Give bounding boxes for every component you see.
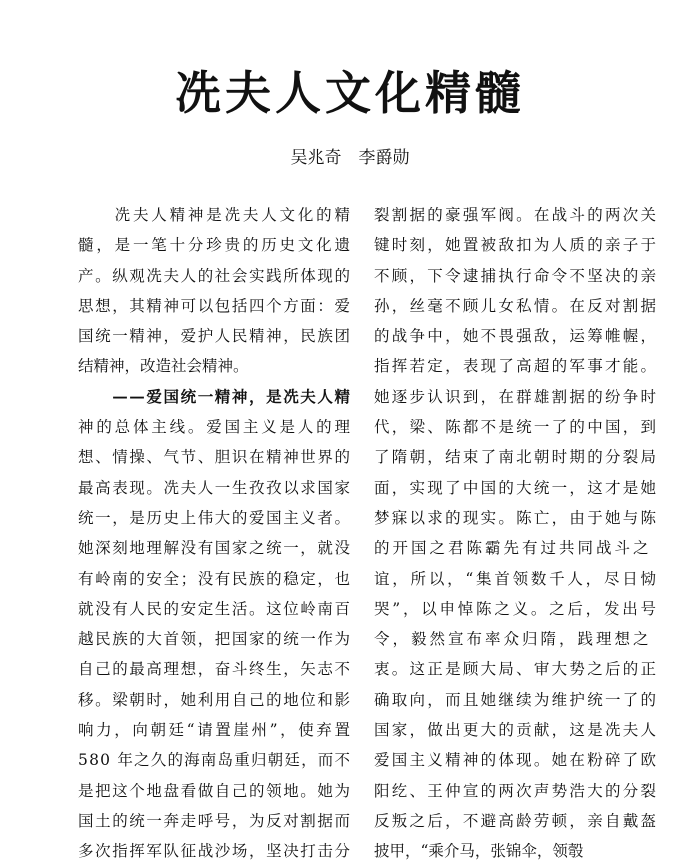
text-line: 的开国之君陈霸先有过共同战斗之 [374,539,652,558]
text-line: 越民族的大首领，把国家的统一作为 [78,630,352,649]
text-line: 孙，丝毫不顾儿女私情。在反对割据 [374,296,659,315]
text-line: 键时刻，她置被敌扣为人质的亲子于 [374,236,659,255]
text-line: 自己的最高理想，奋斗终生，矢志不 [78,660,352,679]
text-line: 的战争中，她不畏强敌，运筹帷幄， [374,327,659,346]
text-line: 裂割据的豪强军阀。在战斗的两次关 [374,206,659,224]
text-line: 多次指挥军队征战沙场，坚决打击分 [78,842,352,861]
text-line: 神的总体主线。爱国主义是人的理 [78,418,353,437]
text-line: ——爱国统一精神，是冼夫人精 [78,386,352,406]
text-line: 代，梁、陈都不是统一了的中国，到 [374,418,659,437]
left-column [78,200,353,867]
text-line: 了隋朝，结束了南北朝时期的分裂局 [374,448,659,467]
text-line: 谊，所以，“集首领数千人，尽日恸 [374,569,659,588]
text-line: 最高表现。冼夫人一生孜孜以求国家 [78,478,352,497]
text-line: 就没有人民的安定生活。这位岭南百 [78,599,352,618]
text-line: 确取向，而且她继续为维护统一了的 [374,690,659,709]
text-line: 是把这个地盘看做自己的领地。她为 [78,781,352,800]
text-line: 产。纵观冼夫人的社会实践所体现的 [78,266,352,285]
text-line: 有岭南的安全；没有民族的稳定，也 [78,569,352,588]
text-line: 响力，向朝廷“请置崖州”，使弃置 [78,721,353,740]
text-line: 想、情操、气节、胆识在精神世界的 [78,448,352,467]
text-line: 不顾，下令逮捕执行命令不坚决的亲 [374,266,659,285]
text-line: 面，实现了中国的大统一，这才是她 [374,478,659,497]
text-line: 反叛之后，不避高龄劳顿，亲自戴盔 [374,811,659,830]
text-line: 国统一精神，爱护人民精神，民族团 [78,327,352,346]
text-line: 衷。这正是顾大局、审大势之后的正 [374,660,659,679]
text-line: 冼夫人精神是冼夫人文化的精 [78,206,353,224]
text-line: 思想，其精神可以包括四个方面：爱 [78,296,352,315]
text-line: 指挥若定，表现了高超的军事才能。 [374,357,659,376]
text-line: 国家，做出更大的贡献，这是冼夫人 [374,721,659,740]
text-line: 她逐步认识到，在群雄割据的纷争时 [374,387,659,406]
text-line: 国土的统一奔走呼号，为反对割据而 [78,811,352,830]
text-line: 披甲，“乘介马，张锦伞，领彀 [374,842,584,861]
article-authors: 吴兆奇 李爵勋 [290,148,410,168]
text-line: 结精神，改造社会精神。 [78,357,249,376]
text-line: 阳纥、王仲宣的两次声势浩大的分裂 [374,781,659,800]
text-line: 令，毅然宣布率众归隋，践理想之 [374,630,652,649]
article-title: 冼夫人文化精髓 [175,66,525,120]
text-line: 统一，是历史上伟大的爱国主义者。 [78,508,352,527]
text-line: 哭”，以申悼陈之义。之后，发出号 [374,599,659,618]
text-line: 爱国主义精神的体现。她在粉碎了欧 [374,751,659,770]
text-line: 梦寐以求的现实。陈亡，由于她与陈 [374,508,659,527]
text-line: 髓，是一笔十分珍贵的历史文化遗 [78,236,353,255]
right-column [374,200,659,867]
text-line: 她深刻地理解没有国家之统一，就没 [78,539,352,558]
text-line: 580 年之久的海南岛重归朝廷，而不 [78,751,352,770]
text-line: 移。梁朝时，她利用自己的地位和影 [78,690,352,709]
